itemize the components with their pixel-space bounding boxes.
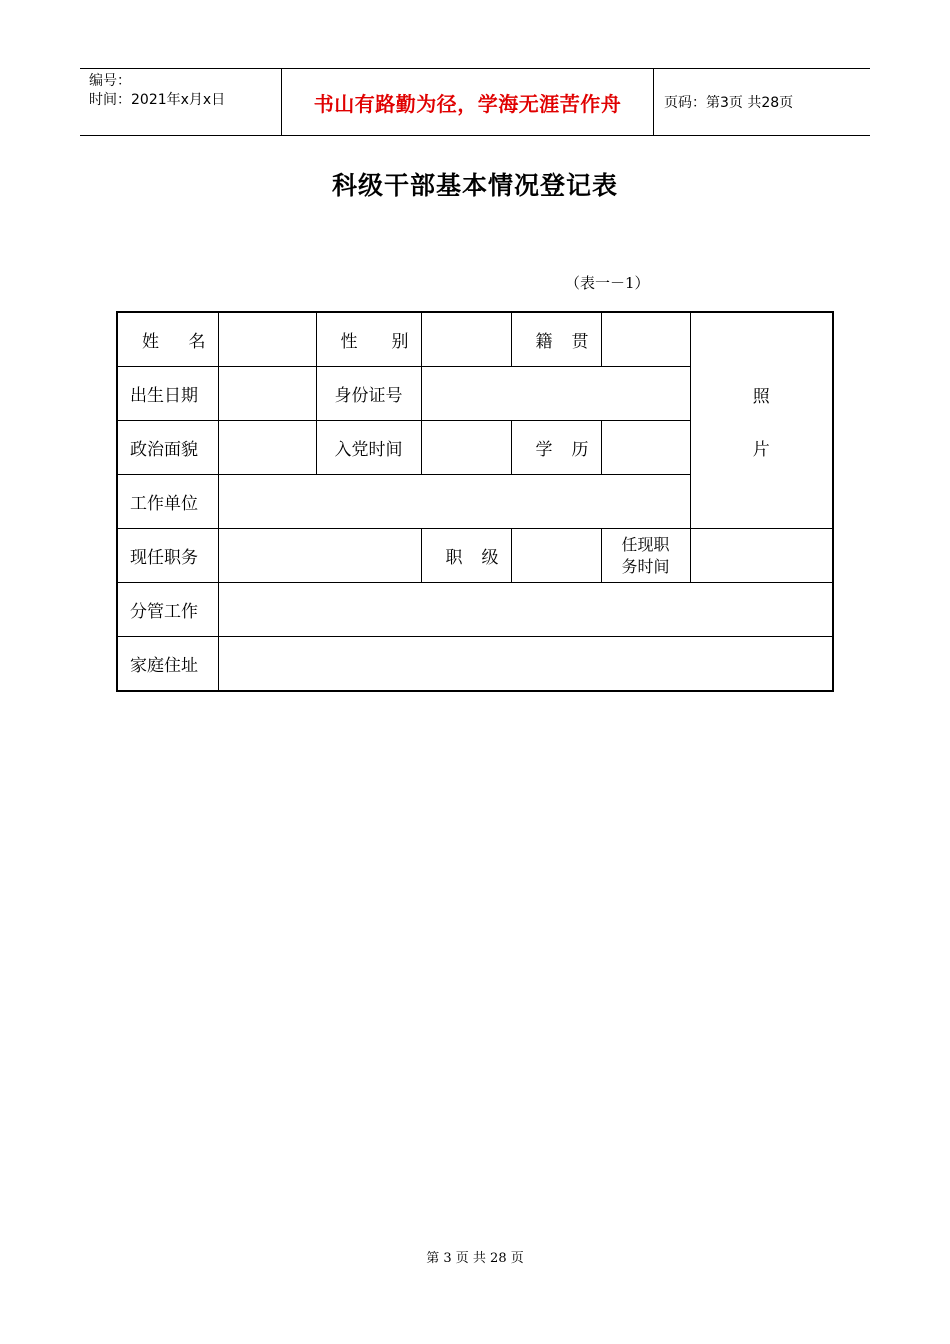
number-label: 编号： bbox=[89, 73, 131, 89]
table-number: （表一－1） bbox=[565, 274, 650, 292]
photo-label-2: 片 bbox=[752, 439, 770, 460]
document-title: 科级干部基本情况登记表 bbox=[331, 171, 618, 200]
page-footer: 第 3 页 共 28 页 bbox=[426, 1251, 524, 1266]
current-position-value[interactable] bbox=[218, 529, 421, 583]
political-status-label: 政治面貌 bbox=[117, 421, 218, 475]
rank-value[interactable] bbox=[511, 529, 601, 583]
rank-label-cell: 职 级 bbox=[421, 529, 511, 583]
id-number-label: 身份证号 bbox=[316, 367, 421, 421]
responsibility-value[interactable] bbox=[218, 583, 833, 637]
position-time-label: 任现职 务时间 bbox=[601, 529, 690, 583]
header-page-cell bbox=[654, 69, 870, 135]
origin-value[interactable] bbox=[601, 312, 690, 367]
document-header bbox=[80, 68, 870, 136]
header-motto-cell bbox=[281, 69, 654, 135]
gender-value[interactable] bbox=[421, 312, 511, 367]
party-join-time-value[interactable] bbox=[421, 421, 511, 475]
political-status-value[interactable] bbox=[218, 421, 316, 475]
education-value[interactable] bbox=[601, 421, 690, 475]
name-label-cell: 姓 名 bbox=[117, 312, 218, 367]
education-label-cell: 学 历 bbox=[511, 421, 601, 475]
current-position-label: 现任职务 bbox=[117, 529, 218, 583]
gender-label-cell: 性 别 bbox=[316, 312, 421, 367]
responsibility-label: 分管工作 bbox=[117, 583, 218, 637]
home-address-label: 家庭住址 bbox=[117, 637, 218, 692]
work-unit-value[interactable] bbox=[218, 475, 690, 529]
photo-label-1: 照 bbox=[752, 386, 770, 407]
motto: 书山有路勤为径，学海无涯苦作舟 bbox=[313, 91, 622, 116]
birth-date-label: 出生日期 bbox=[117, 367, 218, 421]
work-unit-label: 工作单位 bbox=[117, 475, 218, 529]
registration-form bbox=[116, 311, 834, 692]
date-line: 时间：2021年x月x日 bbox=[89, 92, 226, 108]
party-join-time-label: 入党时间 bbox=[316, 421, 421, 475]
origin-label-cell: 籍 贯 bbox=[511, 312, 601, 367]
home-address-value[interactable] bbox=[218, 637, 833, 692]
name-value[interactable] bbox=[218, 312, 316, 367]
birth-date-value[interactable] bbox=[218, 367, 316, 421]
header-left-cell bbox=[80, 69, 281, 135]
photo-box[interactable] bbox=[690, 312, 833, 529]
position-time-value[interactable] bbox=[690, 529, 833, 583]
page-code: 页码：第3页 共28页 bbox=[664, 95, 794, 111]
id-number-value[interactable] bbox=[421, 367, 690, 421]
